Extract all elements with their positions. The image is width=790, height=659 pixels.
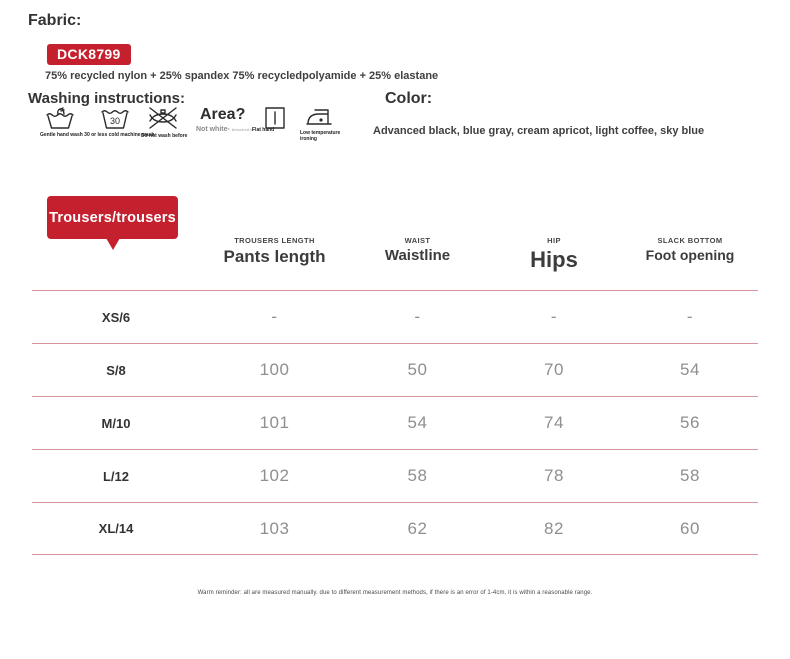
flat-dry-caption: Flat hand <box>252 127 275 133</box>
value-cell: 54 <box>680 360 700 379</box>
column-label: Foot opening <box>645 247 735 263</box>
value-cell: - <box>271 307 278 326</box>
table-row <box>32 449 758 502</box>
value-cell: 58 <box>680 466 700 485</box>
area-label: Area? <box>200 106 246 123</box>
size-table-body <box>32 290 758 555</box>
column-caps-label: WAIST <box>404 236 431 245</box>
color-label: Color: <box>385 90 433 107</box>
value-cell: 101 <box>259 413 290 432</box>
table-row <box>32 396 758 449</box>
size-cell: M/10 <box>101 415 131 431</box>
value-cell: 70 <box>544 360 564 379</box>
iron-caption: Low temperature ironing <box>300 130 341 142</box>
area-note-tail: bleached M <box>231 127 254 132</box>
washing-instructions-label: Washing instructions: <box>28 90 185 107</box>
column-header-foot-opening <box>622 230 758 290</box>
value-cell: 100 <box>259 360 290 379</box>
value-cell: 78 <box>544 466 564 485</box>
tab-trousers[interactable]: Trousers/trousers <box>47 196 178 239</box>
value-cell: - <box>414 307 421 326</box>
value-cell: 74 <box>544 413 564 432</box>
value-cell: - <box>550 307 558 326</box>
value-cell: 62 <box>407 518 428 538</box>
area-note <box>196 126 254 133</box>
value-cell: 82 <box>544 518 564 538</box>
area-note-text: Not white- <box>196 126 230 133</box>
do-not-wring-icon <box>148 106 178 130</box>
value-cell: 60 <box>680 518 700 538</box>
column-header-hips <box>486 230 622 290</box>
size-table-header <box>32 230 758 290</box>
size-cell: XL/14 <box>98 521 134 536</box>
value-cell: 56 <box>680 413 700 432</box>
color-values: Advanced black, blue gray, cream apricot, light coffee, sky blue <box>373 125 705 137</box>
hand-wash-caption: Gentle hand wash 30 or less cold machine wash <box>40 132 155 138</box>
column-header-pants-length <box>200 230 349 290</box>
size-cell: S/8 <box>106 362 126 378</box>
value-cell: 54 <box>407 413 428 432</box>
size-cell: L/12 <box>102 468 129 484</box>
column-label: Hips <box>530 247 578 272</box>
value-cell: 102 <box>259 466 290 485</box>
column-caps-label: HIP <box>547 236 561 245</box>
table-row <box>32 290 758 343</box>
fabric-label: Fabric: <box>28 12 82 29</box>
svg-text:30: 30 <box>109 116 121 126</box>
fabric-code-badge: DCK8799 <box>47 44 131 65</box>
fabric-composition: 75% recycled nylon + 25% spandex 75% recycledpolyamide + 25% elastane <box>45 70 439 82</box>
column-caps-label: SLACK BOTTOM <box>657 236 723 245</box>
table-row <box>32 502 758 555</box>
column-caps-label: TROUSERS LENGTH <box>234 236 315 245</box>
size-cell: XS/6 <box>101 309 131 325</box>
column-label: Waistline <box>384 247 451 264</box>
size-column-header <box>32 230 200 290</box>
column-label: Pants length <box>223 247 326 266</box>
warm-reminder: Warm reminder: all are measured manually. due to different measurement methods, if there is an error of 1-4cm, it is within a reasonable range. <box>197 590 593 596</box>
value-cell: 50 <box>407 360 428 379</box>
machine-wash-30-icon <box>100 106 130 130</box>
value-cell: 58 <box>407 466 428 485</box>
value-cell: 103 <box>259 518 290 538</box>
column-header-waistline <box>349 230 486 290</box>
do-not-caption: Do not wash before <box>141 133 188 139</box>
table-row <box>32 343 758 396</box>
value-cell: - <box>686 307 694 326</box>
iron-icon <box>305 106 333 130</box>
hand-wash-icon <box>45 106 75 130</box>
